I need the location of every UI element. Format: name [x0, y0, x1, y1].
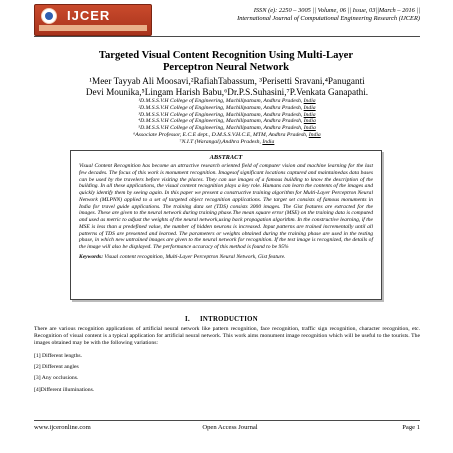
affiliation-country: India	[308, 131, 321, 138]
list-item: [3] Any occlusions.	[34, 375, 79, 381]
affiliation-line	[100, 132, 354, 139]
header-divider	[34, 36, 420, 37]
affiliation-text: ⁶Associate Professor, E.C.E dept., D.M.S.S.V.H.C.E, MTM, Andhra Pradesh,	[133, 131, 309, 138]
affiliation-country: India	[262, 138, 275, 145]
affiliation-text: ⁵D.M.S.S.V.H College of Engineering, Machilipatnam, Andhra Pradesh,	[138, 125, 304, 132]
affiliation-line	[100, 98, 354, 105]
affiliation-country: India	[303, 111, 316, 118]
affiliation-line	[100, 105, 354, 112]
abstract-heading: ABSTRACT	[209, 154, 243, 161]
keywords-label: Keywords:	[79, 253, 104, 260]
journal-name: International Journal of Computational Engineering Research (IJCER)	[237, 15, 420, 22]
keywords	[79, 254, 373, 261]
affiliation-text: ³D.M.S.S.V.H College of Engineering, Machilipatnam, Andhra Pradesh,	[138, 111, 304, 118]
journal-header	[160, 7, 420, 23]
affiliation-country: India	[303, 98, 316, 104]
logo-text: IJCER	[67, 8, 111, 23]
affiliation-text: ⁴D.M.S.S.V.H College of Engineering, Machilipatnam, Andhra Pradesh,	[138, 118, 304, 125]
issn-line: ISSN (e): 2250 – 3005 || Volume, 06 || Issue, 03||March – 2016 ||	[253, 7, 420, 14]
section-title: INTRODUCTION	[199, 316, 258, 323]
affiliation-line	[100, 139, 354, 146]
list-item: [4]Different illuminations.	[34, 387, 95, 393]
logo-banner	[39, 25, 147, 31]
logo-emblem-icon	[41, 8, 57, 24]
title-line: Targeted Visual Content Recognition Using Multi-Layer	[98, 50, 354, 61]
paper-title	[60, 50, 392, 74]
list-item: [1] Different lengths.	[34, 353, 83, 359]
affiliation-country: India	[303, 104, 316, 111]
footer-page-number: Page 1	[402, 424, 420, 431]
footer-access: Open Access Journal	[202, 424, 258, 431]
affiliation-list	[100, 98, 354, 146]
affiliation-text: ⁷N.I.T (Warangal),Andhra Pradesh,	[179, 138, 263, 145]
abstract-text: Visual Content Recognition has become an attractive research oriented field of computer vision and machine learning for the last few decades. The focus of this work is monument recognition. Imagesof significant locations captured and maintainedas data bases can be used by the travelers before visiting the places. They can use images of a famous building to know the description of the building. In all these applications, the visual content recognition plays a key role. Humans can learn the contents of the images and quickly identify them by seeing again. In this paper we present a constructive training algorithm for Multi-Layer Perceptron Neural Network (MLPNN) applied to a set of targeted object recognition applications. The target set consists of famous monuments in India for travel guide applications. The training data set (TDS) consists 3000 images. The Gist features are extracted for the images. These are given to the neural network during training phase.The mean square error (MSE) on the training data is computed and used as metric to adjust the weights of the neural network,using back propagation algorithm. In the constructive learning, if the MSE is less than a predefined value, the number of hidden neurons is increased. Input patterns are trained incrementally until all patterns of TDS are presented and learned. The parameters or weights obtained during the training phase are used in the testing phase, in which new untrained images are given to the neural network for recognition. If the test image is recognized, the details of the image will also be displayed. The performance accuracy of this method is found to be 95%	[79, 163, 373, 250]
keywords-text: Visual content recognition, Multi-Layer Perceptron Neural Network, Gist feature.	[103, 253, 286, 260]
affiliation-country: India	[303, 118, 316, 125]
journal-logo	[34, 4, 152, 36]
title-line: Perceptron Neural Network	[162, 62, 290, 73]
affiliation-line	[100, 125, 354, 132]
section-heading	[0, 316, 453, 324]
intro-paragraph: There are various recognition applications of artificial neural network like pattern recognition, face recognition, traffic sign recognition, character recognition, etc. Recognition of visual content is a typical application for artificial neural network. This work aims monument image recognition which will be useful to the tourists. The images obtained may be with the following variations:	[34, 326, 420, 346]
authors-line: ¹Meer Tayyab Ali Moosavi,²RafiahTabassum, ³Perisetti Sravani,⁴Panuganti	[89, 76, 365, 86]
affiliation-text: ²D.M.S.S.V.H College of Engineering, Machilipatnam, Andhra Pradesh,	[138, 104, 304, 111]
footer-website[interactable]: www.ijceronline.com	[34, 424, 91, 431]
authors-line: Devi Mounika,⁵Lingam Harish Babu,⁶Dr.P.S.Suhasini,⁷P.Venkata Ganapathi.	[85, 87, 369, 97]
affiliation-country: India	[303, 125, 316, 132]
section-number: I.	[185, 316, 190, 323]
author-list	[55, 76, 399, 98]
abstract-box	[70, 150, 382, 300]
list-item: [2] Different angles	[34, 364, 79, 370]
footer-divider	[34, 420, 420, 421]
affiliation-text: ¹D.M.S.S.V.H College of Engineering, Machilipatnam, Andhra Pradesh,	[138, 98, 304, 104]
